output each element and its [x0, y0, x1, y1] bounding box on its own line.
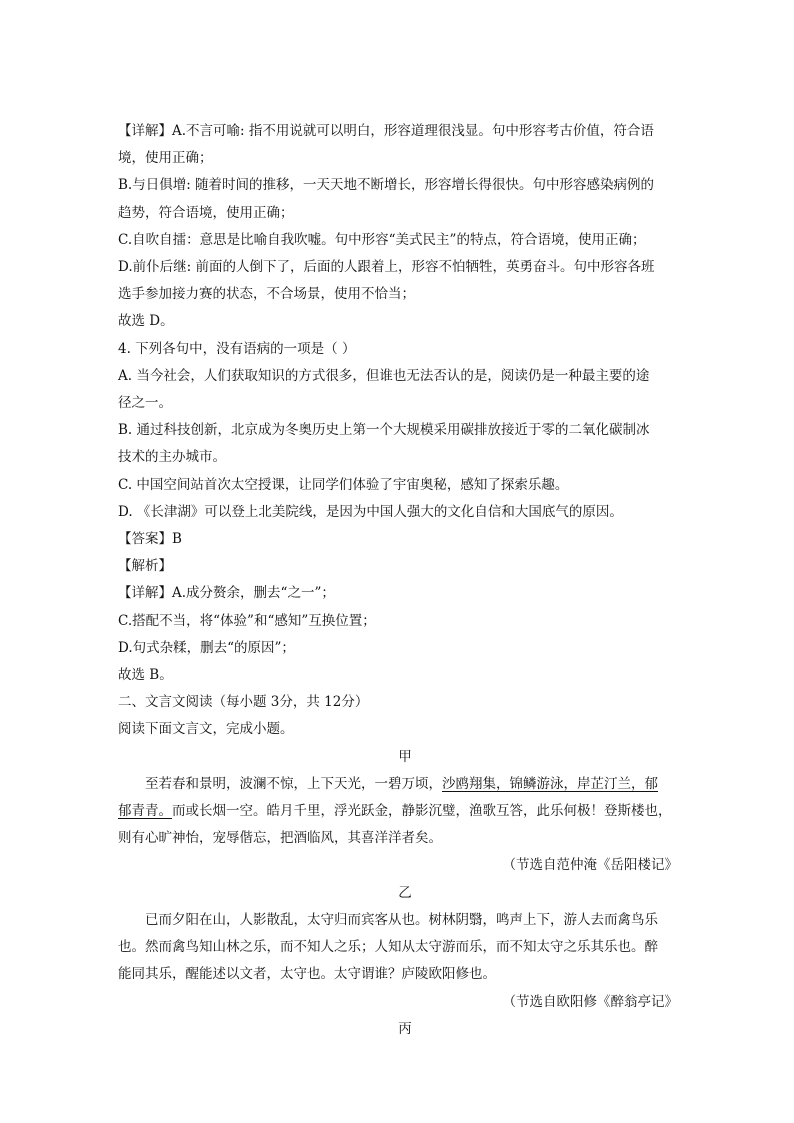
q3-detail-c-line-1: C.自吹自擂：意思是比喻自我吹嘘。句中形容“美式民主”的特点，符合语境，使用正确； — [118, 231, 646, 248]
q4-option-b-line-1: B. 通过科技创新，北京成为冬奥历史上第一个大规模采用碳排放接近于零的二氧化碳制冰 — [118, 422, 650, 439]
q4-answer: 【答案】B — [118, 531, 182, 548]
q4-analysis-heading: 【解析】 — [118, 558, 172, 575]
q3-detail-b-line-1: B.与日俱增: 随着时间的推移，一天天地不断增长，形容增长得很快。句中形容感染病例的 — [118, 177, 655, 194]
passage-yi-source: （节选自欧阳修《醉翁亭记》 — [502, 993, 678, 1010]
passage-jia-source: （节选自范仲淹《岳阳楼记》 — [502, 857, 678, 874]
q3-detail-d-line-1: D.前仆后继: 前面的人倒下了，后面的人跟着上，形容不怕牺牲，英勇奋斗。句中形容各班 — [118, 259, 655, 276]
q4-detail-c: C.搭配不当，将“体验”和“感知”互换位置； — [118, 612, 376, 629]
passage-jia-line-1 — [118, 771, 678, 798]
passage-jia-label: 甲 — [398, 748, 412, 765]
q4-stem: 4. 下列各句中，没有语病的一项是（ ） — [118, 340, 356, 357]
q4-detail-a: 【详解】A.成分赘余，删去“之一”； — [118, 585, 335, 602]
q3-detail-d-line-2: 选手参加接力赛的状态，不合场景，使用不恰当； — [118, 286, 415, 303]
passage-yi-line-2: 也。然而禽鸟知山林之乐，而不知人之乐；人知从太守游而乐，而不知太守之乐其乐也。醉 — [118, 939, 658, 956]
q3-detail-b-line-2: 趋势，符合语境，使用正确； — [118, 204, 294, 221]
section-2-heading: 二、文言文阅读（每小题 3分，共 12分） — [118, 694, 369, 711]
section-2-instruction: 阅读下面文言文，完成小题。 — [118, 721, 294, 738]
passage-jia-underlined-1: 沙鸥翔集，锦鳞游泳，岸芷汀兰，郁 — [442, 775, 658, 792]
page-content — [118, 118, 678, 1043]
passage-jia-line-1-text: 至若春和景明，波澜不惊，上下天光，一碧万顷， — [145, 775, 442, 792]
passage-jia-line-3: 则有心旷神怡，宠辱偕忘，把酒临风，其喜洋洋者矣。 — [118, 830, 442, 847]
q3-conclusion: 故选 D。 — [118, 313, 174, 330]
q4-conclusion: 故选 B。 — [118, 667, 173, 684]
q4-detail-d: D.句式杂糅，删去“的原因”； — [118, 639, 295, 656]
q4-option-a-line-1: A. 当今社会，人们获取知识的方式很多，但谁也无法否认的是，阅读仍是一种最主要的途 — [118, 367, 650, 384]
q4-option-c: C. 中国空间站首次太空授课，让同学们体验了宇宙奥秘，感知了探索乐趣。 — [118, 476, 569, 493]
q4-option-d: D. 《长津湖》可以登上北美院线，是因为中国人强大的文化自信和大国底气的原因。 — [118, 503, 623, 520]
passage-yi-label: 乙 — [398, 884, 412, 901]
passage-jia-line-2 — [118, 798, 678, 825]
q4-option-a-line-2: 径之一。 — [118, 395, 172, 412]
passage-bing-label: 丙 — [398, 1020, 412, 1037]
passage-yi-line-1: 已而夕阳在山，人影散乱，太守归而宾客从也。树林阴翳，鸣声上下，游人去而禽鸟乐 — [145, 911, 658, 928]
passage-jia-underlined-2: 郁青青。 — [118, 803, 172, 820]
q4-option-b-line-2: 技术的主办城市。 — [118, 449, 226, 466]
passage-yi-line-3: 能同其乐，醒能述以文者，太守也。太守谓谁？庐陵欧阳修也。 — [118, 966, 496, 983]
q3-detail-a-line-2: 境，使用正确； — [118, 150, 213, 167]
q3-detail-a-line-1: 【详解】A.不言可喻: 指不用说就可以明白，形容道理很浅显。句中形容考古价值，符合语 — [118, 123, 654, 139]
passage-jia-line-2-text: 而或长烟一空。皓月千里，浮光跃金，静影沉璧，渔歌互答，此乐何极！登斯楼也， — [172, 803, 672, 820]
